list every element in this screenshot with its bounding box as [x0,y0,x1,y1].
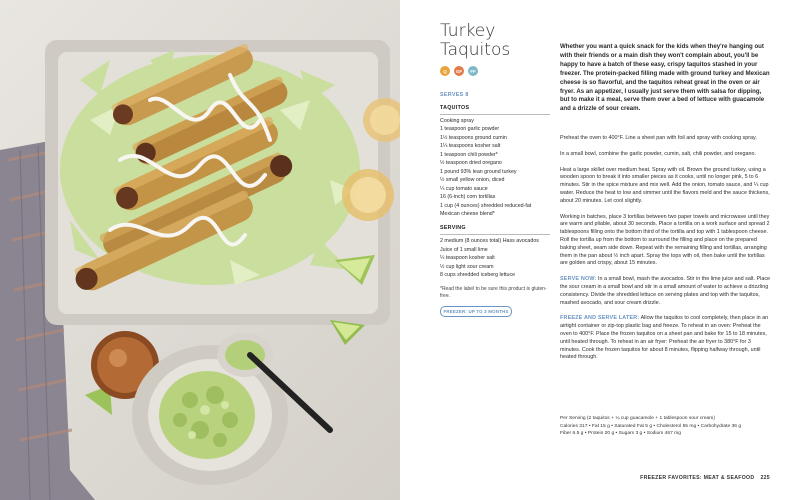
recipe-title [440,22,550,60]
ingredient-item: 1¼ teaspoons kosher salt [440,143,501,150]
freeze-paragraph [560,315,772,362]
gluten-free-badge-icon: GF [454,66,464,76]
step-paragraph: Working in batches, place 3 tortillas between two paper towels and microwave until they are warm and pliable, about 30 seconds. Place a tortilla on a work surface and spread 2 tablespoons filling onto the bottom third of the tortilla and top with 1 tablespoon cheese. Roll the tortilla up from the bottom to surround the filling and place on the prepared baking sheet, seam side down. Repeat with the remaining filling and tortillas, arranging them in the pan about ½ inch apart. Spray the tops with oil, then bake until the tortillas are golden and crispy, about 15 minutes. [560,213,770,267]
gluten-free-note: *Read the label to be sure this product is gluten-free. [440,286,547,299]
recipe-title-line1: Turkey [440,21,496,41]
recipe-page [400,0,800,500]
freezer-time-badge: FREEZER: UP TO 3 MONTHS [440,306,512,317]
freeze-lead: FREEZE AND SERVE LATER: [560,315,640,322]
ingredient-item: 8 cups shredded iceberg lettuce [440,272,516,279]
step-paragraph: In a small bowl, combine the garlic powder, cumin, salt, chili powder, and oregano. [560,150,756,157]
page-footer [640,475,770,481]
ingredient-item: 16 (6-inch) corn tortillas [440,194,496,201]
ingredient-item: 1 cup (4 ounces) shredded reduced-fat Mexican cheese blend* [440,202,532,217]
taquitos-ingredient-list [440,118,550,219]
recipe-steps [560,135,772,370]
nutrition-info [560,415,772,438]
freeze-text: Allow the taquitos to cool completely, then place in an airtight container or zip-top plastic bag and freeze. To reheat in an oven: Preheat the oven to 400°F. Place the frozen taquitos on a sheet pan and bake for 15 to 18 minutes, until heated through. To reheat in an air fryer: Preheat the air fryer to 380°F for 3 minutes. Cook the frozen taquitos for about 8 minutes, flipping halfway through, until heated through. [560,315,769,361]
ingredient-item: Juice of 1 small lime [440,246,488,253]
ingredient-item: ½ small yellow onion, diced [440,177,505,184]
page-number: 225 [760,475,770,481]
nutrition-facts-line: Calories 317 • Fat 15 g • Saturated Fat 5 g • Cholesterol 55 mg • Carbohydrate 36 g [560,423,742,429]
footer-section-title: FREEZER FAVORITES: MEAT & SEAFOOD [640,475,755,481]
serve-now-text: In a small bowl, mash the avocados. Stir in the lime juice and salt. Place the sour cream in a small bowl and stir in a small amount of water to achieve a drizzling consistency. Divide the shredded lettuce on serving plates and top with the taquitos, mashed avocado, and sour cream drizzle. [560,276,771,306]
step-paragraph: Heat a large skillet over medium heat. Spray with oil. Brown the ground turkey, using a wooden spoon to break it into smaller pieces as it cooks, until no longer pink, 5 to 6 minutes. Stir in the spice mixture and mix well. Add the onion, tomato sauce, and ¼ cup water. Reduce the heat to low and simmer until the flavors meld and the sauce thickens, about 20 minutes. Let cool slightly. [560,166,770,204]
recipe-intro: Whether you want a quick snack for the kids when they're hanging out with their friends or a main dish they won't complain about, you'll be happy to have a batch of these easy, crispy taquitos stashed in your freezer. The protein-packed filling made with ground turkey and Mexican cheese is so flavorful, and the taquitos reheat great in the oven or air fryer. As an appetizer, I usually just serve them with salsa for dipping, but to make it a meal, serve them over a bed of lettuce with guacamole and a drizzle of sour cream. [560,43,770,113]
serving-heading: SERVING [440,225,550,235]
diet-badges [440,66,478,76]
ingredient-item: 1 teaspoon chili powder* [440,151,498,158]
step-paragraph: Preheat the oven to 400°F. Line a sheet pan with foil and spray with cooking spray. [560,135,757,141]
quick-badge-icon: Q [440,66,450,76]
ingredient-item: 2 medium (8 ounces total) Hass avocados [440,238,539,245]
ingredient-item: 1 pound 93% lean ground turkey [440,168,517,175]
ingredient-item: Cooking spray [440,117,474,124]
taquitos-heading: TAQUITOS [440,105,550,115]
ingredient-item: ½ teaspoon dried oregano [440,160,502,167]
ingredient-item: ¼ teaspoon kosher salt [440,255,495,262]
freezer-friendly-badge-icon: FF [468,66,478,76]
ingredient-item: ¼ cup tomato sauce [440,185,488,192]
nutrition-serving-line: Per Serving (2 taquitos + ¼ cup guacamole + 1 tablespoon sour cream) [560,416,715,421]
ingredients-column [440,92,550,317]
nutrition-facts-line: Fiber 6.5 g • Protein 20 g • Sugars 3 g • Sodium 467 mg [560,431,681,437]
serve-now-lead: SERVE NOW: [560,276,597,283]
serves-label: SERVES 8 [440,92,469,98]
recipe-title-line2: Taquitos [440,40,511,60]
serving-ingredient-list [440,238,550,280]
serve-now-paragraph [560,276,772,307]
ingredient-item: 1½ teaspoons ground cumin [440,134,507,141]
ingredient-item: 1 teaspoon garlic powder [440,126,500,133]
ingredient-item: ½ cup light sour cream [440,263,494,270]
